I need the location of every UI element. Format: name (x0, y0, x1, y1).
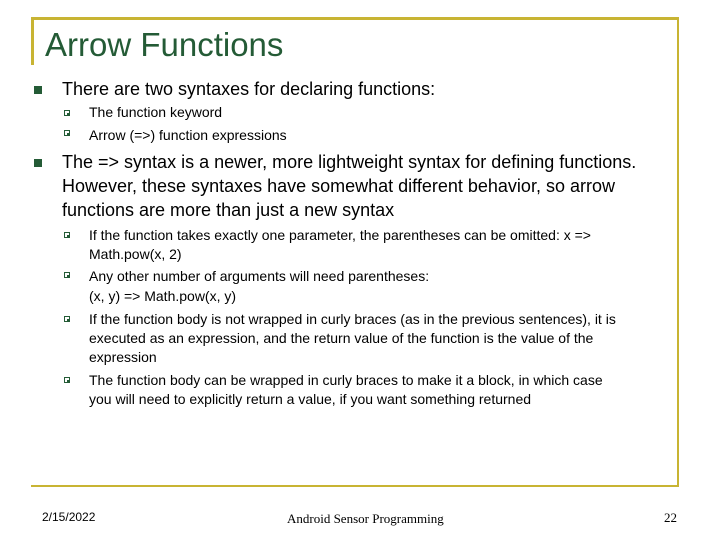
bullet-1-line-1: There are two syntaxes for declaring functions: (62, 79, 436, 99)
sub-bullet-icon (64, 130, 70, 136)
square-bullet-icon (34, 159, 42, 167)
sub-bullet-2-4-line-1: The function body can be wrapped in curly braces to make it a block, in which case (89, 372, 603, 388)
footer-title: Android Sensor Programming (287, 511, 444, 526)
sub-bullet-icon (64, 272, 70, 278)
sub-bullet-2-1-line-2: Math.pow(x, 2) (89, 246, 182, 262)
sub-bullet-2-2-line-1: Any other number of arguments will need parentheses: (89, 268, 430, 284)
sub-bullet-icon (64, 232, 70, 238)
page-number: 22 (664, 510, 677, 525)
bullet-2-line-3: functions are more than just a new syntax (62, 200, 395, 220)
frame-right-line (677, 17, 679, 487)
slide-title: Arrow Functions (45, 26, 284, 63)
sub-bullet-icon (64, 377, 70, 383)
sub-bullet-icon (64, 316, 70, 322)
sub-bullet-2-3-line-2: executed as an expression, and the return value of the function is the value of the (89, 330, 594, 346)
frame-bottom-line (31, 485, 679, 487)
sub-bullet-2-3-line-1: If the function body is not wrapped in curly braces (as in the previous sentences), it is (89, 311, 616, 327)
bullet-2-line-1: The => syntax is a newer, more lightweight syntax for defining functions. (62, 152, 637, 172)
sub-bullet-2-4-line-2: you will need to explicitly return a value, if you want something returned (89, 391, 532, 407)
sub-bullet-2-3-line-3: expression (89, 349, 157, 365)
sub-bullet-1-1: The function keyword (89, 104, 223, 120)
bullet-2-line-2: However, these syntaxes have somewhat different behavior, so arrow (62, 176, 615, 196)
sub-bullet-2-1-line-1: If the function takes exactly one parameter, the parentheses can be omitted: x => (89, 227, 591, 243)
footer-date: 2/15/2022 (42, 510, 96, 524)
sub-bullet-1-2: Arrow (=>) function expressions (89, 127, 287, 143)
frame-top-line (31, 17, 678, 20)
frame-left-line (31, 17, 34, 65)
square-bullet-icon (34, 86, 42, 94)
sub-bullet-icon (64, 110, 70, 116)
sub-bullet-2-2-line-2: (x, y) => Math.pow(x, y) (89, 288, 237, 304)
